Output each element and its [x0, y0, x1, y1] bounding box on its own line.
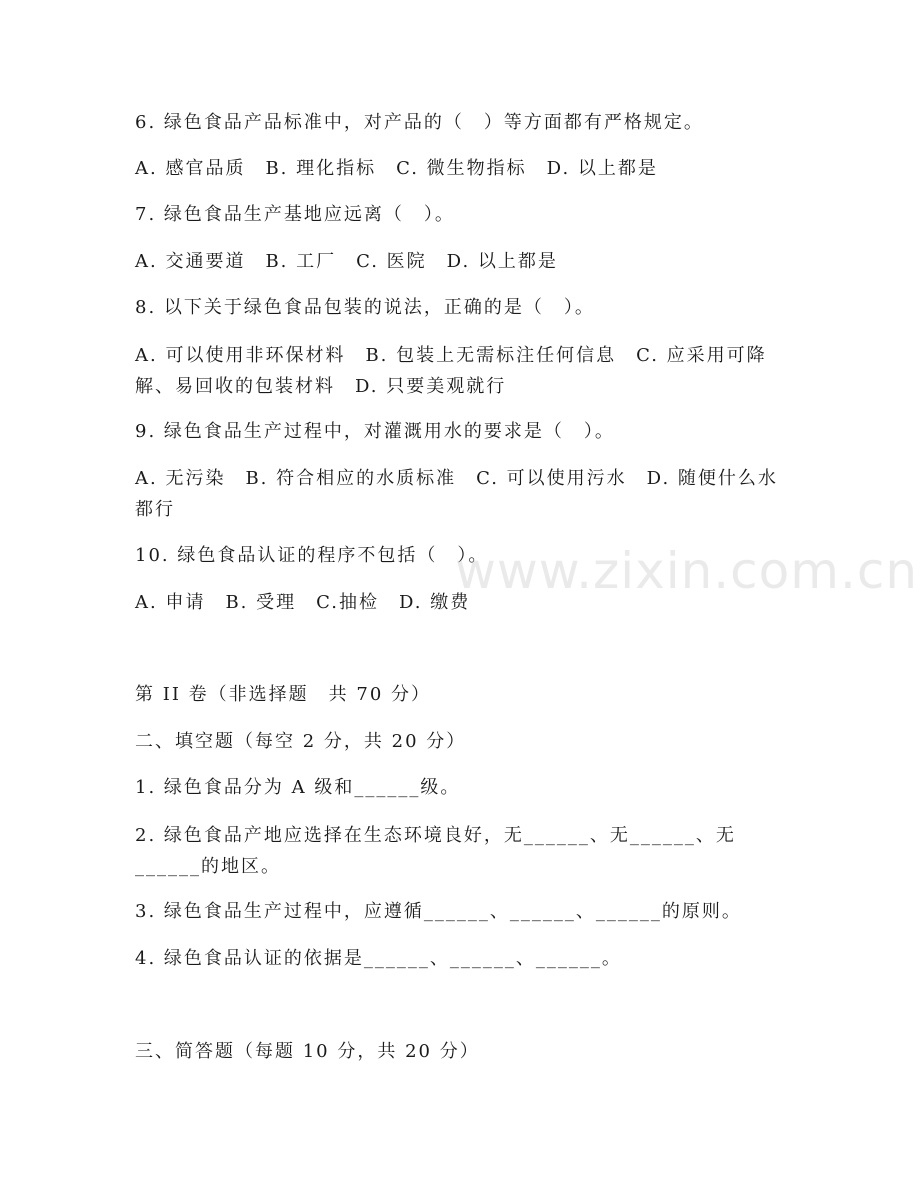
question-6: 6. 绿色食品产品标准中，对产品的（ ）等方面都有严格规定。: [135, 112, 704, 133]
question-7-options: A. 交通要道 B. 工厂 C. 医院 D. 以上都是: [135, 251, 558, 272]
question-10: 10. 绿色食品认证的程序不包括（ ）。: [135, 545, 489, 566]
fill-blank-heading: 二、填空题（每空 2 分，共 20 分）: [135, 731, 467, 752]
question-9-options: A. 无污染 B. 符合相应的水质标准 C. 可以使用污水 D. 随便什么水都行: [135, 468, 778, 520]
short-answer-heading: 三、简答题（每题 10 分，共 20 分）: [135, 1041, 480, 1062]
fill-blank-4: 4. 绿色食品认证的依据是______、______、______。: [135, 948, 622, 969]
question-8: 8. 以下关于绿色食品包装的说法，正确的是（ ）。: [135, 297, 595, 318]
fill-blank-1: 1. 绿色食品分为 A 级和______级。: [135, 777, 461, 798]
question-6-options: A. 感官品质 B. 理化指标 C. 微生物指标 D. 以上都是: [135, 158, 658, 179]
fill-blank-2: 2. 绿色食品产地应选择在生态环境良好，无______、无______、无______的地区。: [135, 825, 736, 877]
question-9: 9. 绿色食品生产过程中，对灌溉用水的要求是（ ）。: [135, 421, 615, 442]
fill-blank-3: 3. 绿色食品生产过程中，应遵循______、______、______的原则。: [135, 901, 742, 922]
question-8-options: A. 可以使用非环保材料 B. 包装上无需标注任何信息 C. 应采用可降解、易回收的包装材料 D. 只要美观就行: [135, 345, 767, 397]
watermark: www.zixin.com.cn: [455, 542, 919, 600]
question-10-options: A. 申请 B. 受理 C.抽检 D. 缴费: [135, 592, 471, 613]
volume-title: 第 II 卷（非选择题 共 70 分）: [135, 684, 432, 705]
question-7: 7. 绿色食品生产基地应远离（ ）。: [135, 204, 455, 225]
